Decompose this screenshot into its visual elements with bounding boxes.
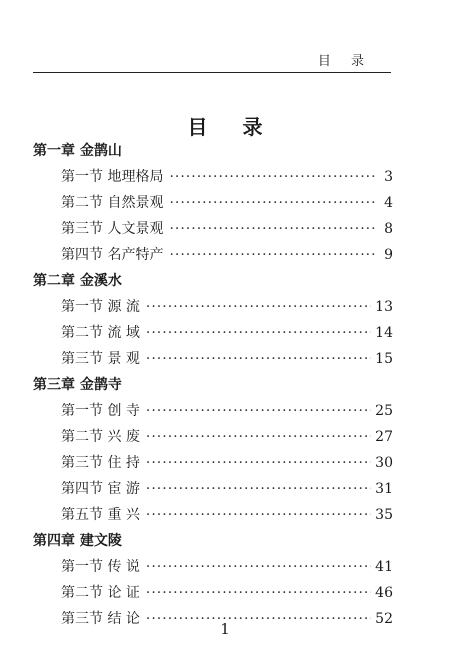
section-title: 第一节 地理格局 — [61, 169, 164, 185]
dot-leader — [169, 242, 375, 268]
toc-entry[interactable] — [33, 346, 393, 372]
toc-entry[interactable] — [33, 242, 393, 268]
toc-entry[interactable] — [33, 580, 393, 606]
toc-entry[interactable] — [33, 554, 393, 580]
section-title: 第二节 论 证 — [61, 585, 140, 601]
chapter-heading: 第二章 金溪水 — [33, 273, 122, 289]
section-title: 第二节 自然景观 — [61, 195, 164, 211]
toc-entry[interactable] — [33, 320, 393, 346]
toc-entry[interactable] — [33, 398, 393, 424]
dot-leader — [146, 502, 371, 528]
section-title: 第四节 名产特产 — [61, 247, 164, 263]
toc-entry[interactable] — [33, 164, 393, 190]
section-title: 第二节 兴 废 — [61, 429, 140, 445]
running-head-title: 目 录 — [317, 54, 372, 69]
section-page-number: 25 — [375, 403, 393, 419]
section-page-number: 9 — [384, 247, 393, 263]
dot-leader — [146, 398, 371, 424]
toc-entry[interactable] — [33, 216, 393, 242]
section-title: 第五节 重 兴 — [61, 507, 140, 523]
dot-leader — [146, 424, 371, 450]
section-page-number: 4 — [384, 195, 393, 211]
section-title: 第四节 宦 游 — [61, 481, 140, 497]
section-page-number: 14 — [375, 325, 393, 341]
section-page-number: 27 — [375, 429, 393, 445]
section-page-number: 46 — [375, 585, 393, 601]
section-page-number: 13 — [375, 299, 393, 315]
section-page-number: 15 — [375, 351, 393, 367]
section-title: 第三节 景 观 — [61, 351, 140, 367]
table-of-contents — [33, 138, 393, 632]
section-title: 第一节 创 寺 — [61, 403, 140, 419]
page-number: 1 — [220, 620, 230, 638]
dot-leader — [146, 476, 371, 502]
chapter-heading: 第一章 金鹊山 — [33, 143, 122, 159]
chapter-heading: 第三章 金鹊寺 — [33, 377, 122, 393]
section-page-number: 41 — [375, 559, 393, 575]
section-title: 第一节 传 说 — [61, 559, 140, 575]
toc-entry[interactable] — [33, 450, 393, 476]
dot-leader — [169, 216, 375, 242]
toc-entry[interactable] — [33, 190, 393, 216]
dot-leader — [169, 190, 375, 216]
section-page-number: 30 — [375, 455, 393, 471]
section-title: 第三节 住 持 — [61, 455, 140, 471]
dot-leader — [169, 164, 375, 190]
dot-leader — [146, 554, 371, 580]
toc-entry[interactable] — [33, 294, 393, 320]
section-page-number: 35 — [375, 507, 393, 523]
toc-title: 目 录 — [187, 115, 277, 139]
toc-entry[interactable] — [33, 476, 393, 502]
chapter-heading: 第四章 建文陵 — [33, 533, 122, 549]
section-title: 第一节 源 流 — [61, 299, 140, 315]
toc-entry[interactable] — [33, 424, 393, 450]
header-rule — [33, 72, 391, 73]
section-title: 第二节 流 域 — [61, 325, 140, 341]
dot-leader — [146, 346, 371, 372]
section-title: 第三节 结 论 — [61, 611, 140, 627]
dot-leader — [146, 294, 371, 320]
section-page-number: 3 — [384, 169, 393, 185]
dot-leader — [146, 580, 371, 606]
toc-entry[interactable] — [33, 502, 393, 528]
section-page-number: 8 — [384, 221, 393, 237]
section-page-number: 52 — [375, 611, 393, 627]
dot-leader — [146, 320, 371, 346]
dot-leader — [146, 450, 371, 476]
section-title: 第三节 人文景观 — [61, 221, 164, 237]
section-page-number: 31 — [375, 481, 393, 497]
